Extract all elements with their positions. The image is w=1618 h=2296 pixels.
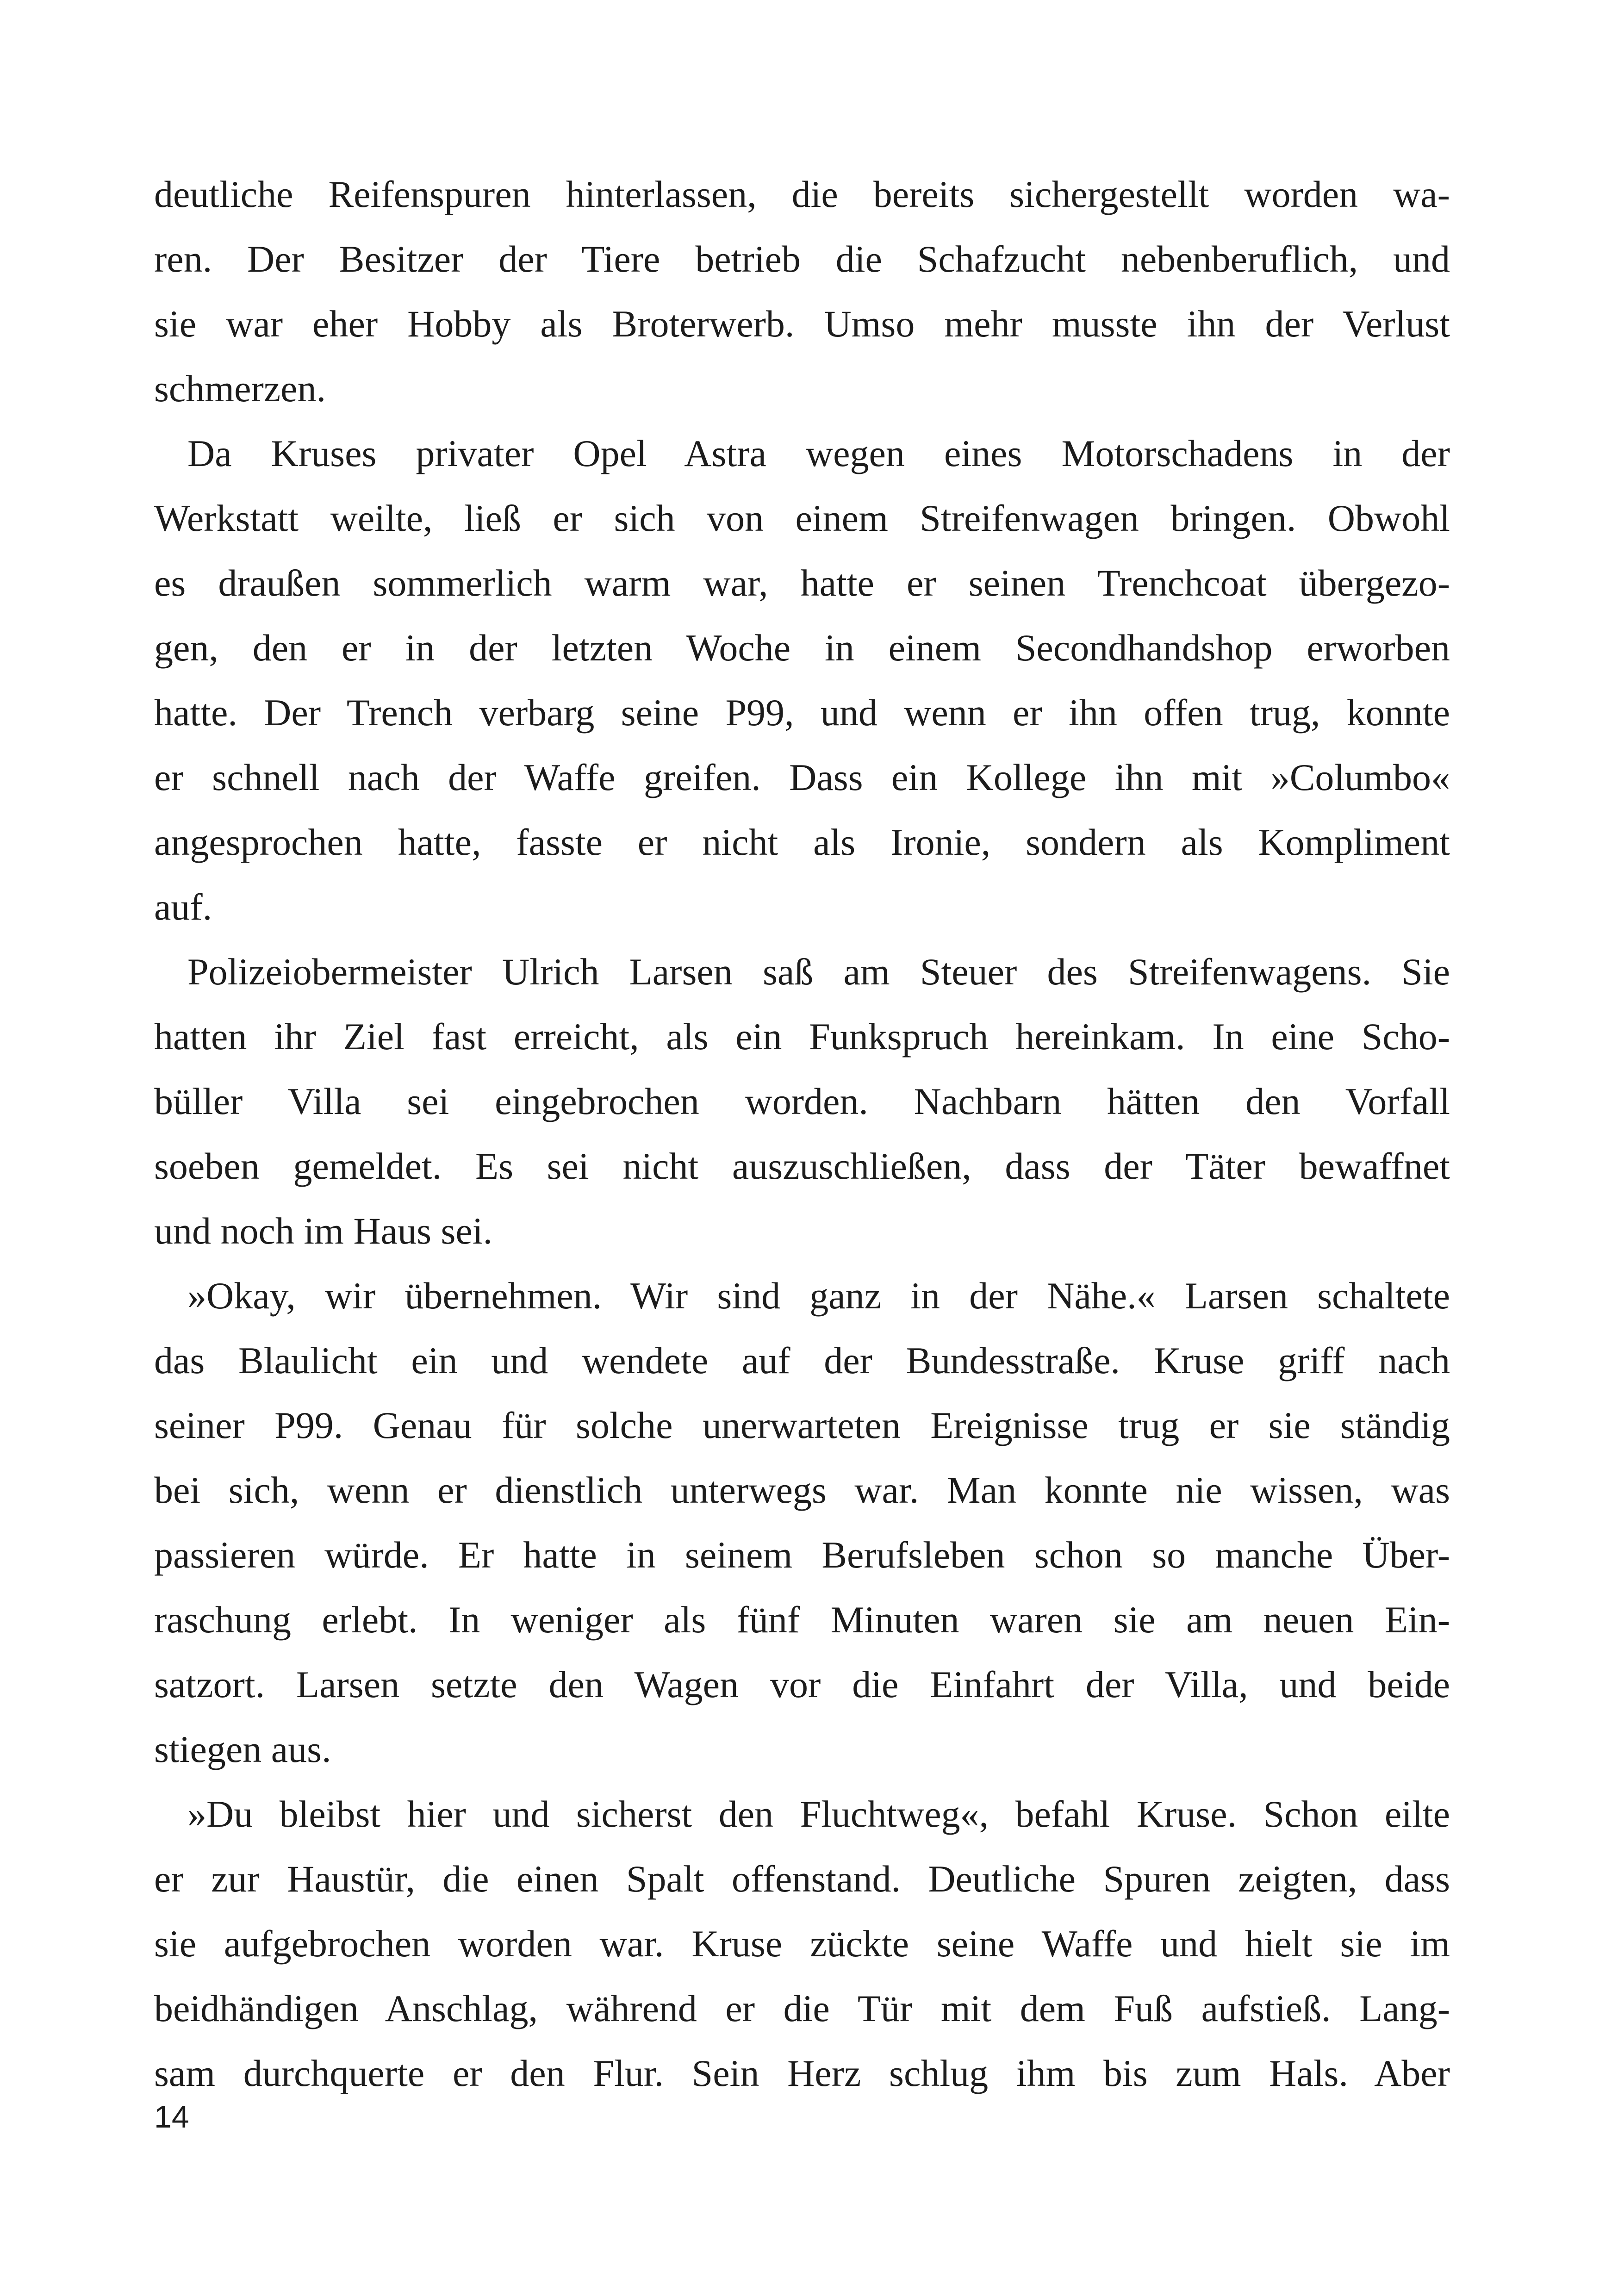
text-line: beidhändigen Anschlag, während er die Tür mit dem Fuß aufstieß. Lang- [154,1987,1450,2029]
text-line: hatte. Der Trench verbarg seine P99, und wenn er ihn offen trug, konnte [154,691,1450,734]
text-line: Da Kruses privater Opel Astra wegen eines Motorschadens in der [187,432,1450,474]
text-line: er schnell nach der Waffe greifen. Dass ein Kollege ihn mit »Columbo« [154,756,1450,798]
text-line: deutliche Reifenspuren hinterlassen, die bereits sichergestellt worden wa- [154,173,1450,215]
text-line: sam durchquerte er den Flur. Sein Herz schlug ihm bis zum Hals. Aber [154,2052,1450,2094]
text-line: Werkstatt weilte, ließ er sich von einem Streifenwagen bringen. Obwohl [154,497,1450,539]
text-line: sie war eher Hobby als Broterwerb. Umso mehr musste ihn der Verlust [154,303,1450,345]
text-line: schmerzen. [154,367,326,410]
text-line: seiner P99. Genau für solche unerwarteten Ereignisse trug er sie ständig [154,1404,1450,1446]
text-line: es draußen sommerlich warm war, hatte er seinen Trenchcoat übergezo- [154,562,1450,604]
text-line: und noch im Haus sei. [154,1210,493,1252]
text-line: satzort. Larsen setzte den Wagen vor die Einfahrt der Villa, und beide [154,1663,1450,1705]
text-line: Polizeiobermeister Ulrich Larsen saß am Steuer des Streifenwagens. Sie [187,951,1450,993]
text-line: »Okay, wir übernehmen. Wir sind ganz in der Nähe.« Larsen schaltete [187,1275,1450,1317]
text-line: raschung erlebt. In weniger als fünf Minuten waren sie am neuen Ein- [154,1599,1450,1641]
body-text [154,162,1450,2106]
page-number: 14 [154,2099,189,2134]
text-line: gen, den er in der letzten Woche in einem Secondhandshop erworben [154,627,1450,669]
text-line: auf. [154,886,212,928]
text-line: soeben gemeldet. Es sei nicht auszuschließen, dass der Täter bewaffnet [154,1145,1450,1187]
text-line: er zur Haustür, die einen Spalt offenstand. Deutliche Spuren zeigten, dass [154,1858,1450,1900]
text-line: stiegen aus. [154,1728,331,1770]
text-line: angesprochen hatte, fasste er nicht als Ironie, sondern als Kompliment [154,821,1450,863]
text-line: bei sich, wenn er dienstlich unterwegs war. Man konnte nie wissen, was [154,1469,1450,1511]
text-line: sie aufgebrochen worden war. Kruse zückte seine Waffe und hielt sie im [154,1923,1450,1965]
text-line: »Du bleibst hier und sicherst den Fluchtweg«, befahl Kruse. Schon eilte [187,1793,1450,1835]
text-line: büller Villa sei eingebrochen worden. Nachbarn hätten den Vorfall [154,1080,1450,1122]
text-line: das Blaulicht ein und wendete auf der Bundesstraße. Kruse griff nach [154,1339,1450,1381]
text-line: ren. Der Besitzer der Tiere betrieb die Schafzucht nebenberuflich, und [154,238,1450,280]
text-line: passieren würde. Er hatte in seinem Berufsleben schon so manche Über- [154,1534,1450,1576]
text-line: hatten ihr Ziel fast erreicht, als ein Funkspruch hereinkam. In eine Scho- [154,1015,1450,1058]
